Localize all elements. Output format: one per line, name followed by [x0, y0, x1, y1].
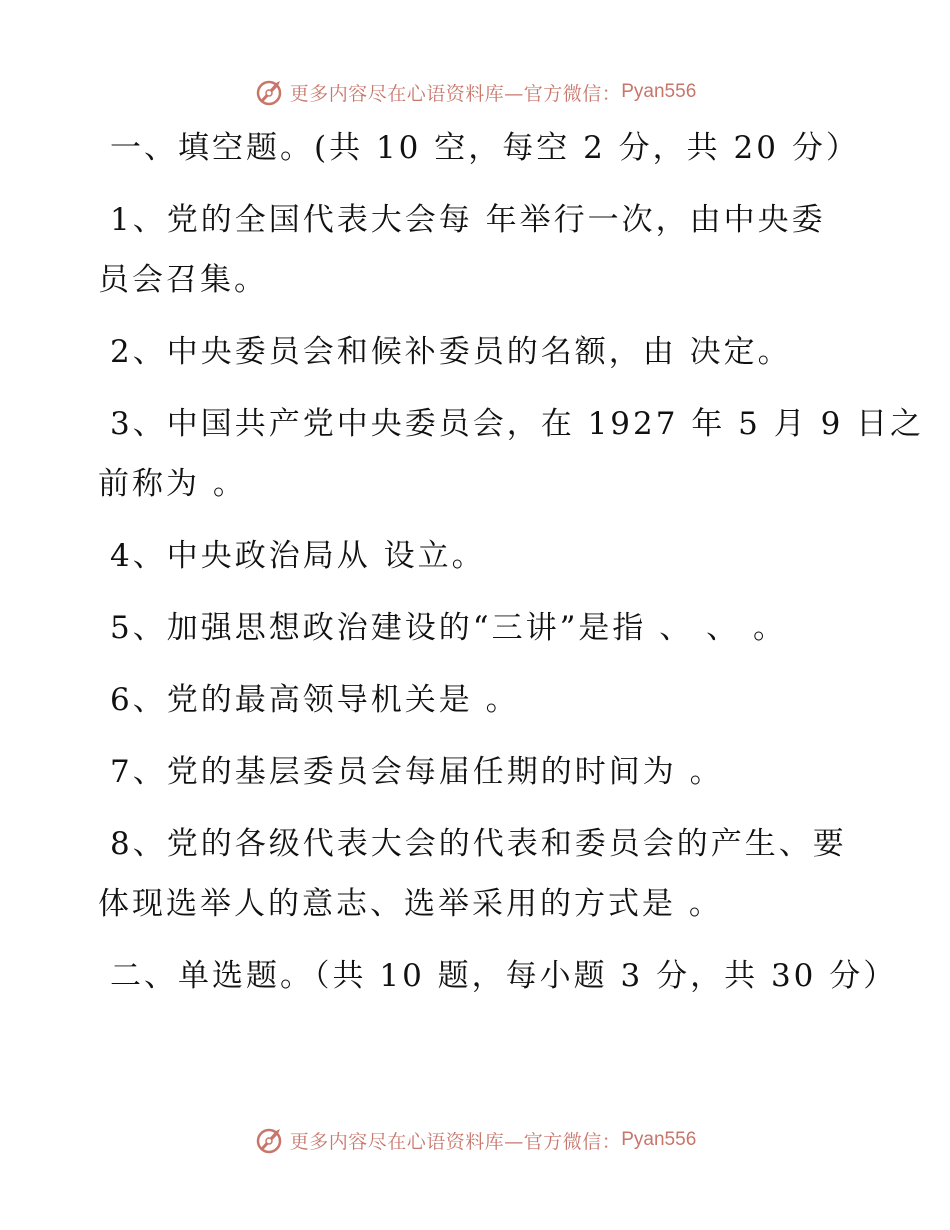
- banner-wechat-id: Pyan556: [621, 1129, 697, 1150]
- question-line: 体现选举人的意志、选举采用的方式是 。: [98, 886, 723, 922]
- question-line: 4、中央政治局从 设立。: [110, 538, 486, 574]
- question-line: 前称为 。: [98, 466, 247, 502]
- question-line: 8、党的各级代表大会的代表和委员会的产生、要: [110, 826, 847, 862]
- question-line: 员会召集。: [98, 262, 268, 298]
- header-banner: [0, 72, 950, 112]
- document-body: [98, 118, 925, 1006]
- banner-text: 更多内容尽在心语资料库—官方微信：: [289, 1130, 622, 1153]
- question-5: [98, 598, 858, 658]
- banner-text: 更多内容尽在心语资料库—官方微信：: [289, 82, 622, 105]
- question-line: 6、党的最高领导机关是 。: [110, 682, 520, 718]
- footer-banner: [0, 1120, 950, 1160]
- quill-pen-icon: [254, 77, 284, 107]
- question-2: [98, 322, 858, 382]
- quill-pen-icon: [254, 1125, 284, 1155]
- question-4: [98, 526, 858, 586]
- question-line: 1、党的全国代表大会每 年举行一次，由中央委: [110, 202, 826, 238]
- question-1: [98, 190, 858, 310]
- question-line: 2、中央委员会和候补委员的名额，由 决定。: [110, 334, 792, 370]
- question-line: 5、加强思想政治建设的“三讲”是指 、 、 。: [110, 610, 787, 646]
- banner-wechat-id: Pyan556: [621, 81, 697, 102]
- question-3: [98, 394, 925, 514]
- question-line: 3、中国共产党中央委员会，在 1927 年 5 月 9 日之: [110, 406, 925, 442]
- section1-heading: 一、填空题。(共 10 空，每空 2 分，共 20 分）: [110, 130, 860, 166]
- question-line: 7、党的基层委员会每届任期的时间为 。: [110, 754, 724, 790]
- question-6: [98, 670, 858, 730]
- question-8: [98, 814, 858, 934]
- question-7: [98, 742, 858, 802]
- section2-heading: 二、单选题。（共 10 题，每小题 3 分，共 30 分）: [110, 958, 898, 994]
